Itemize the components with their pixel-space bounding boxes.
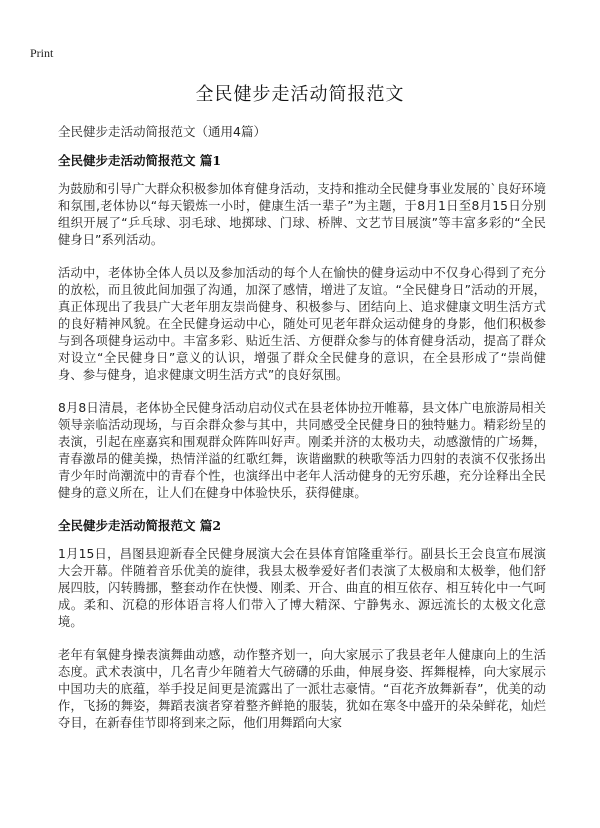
paragraph: 1月15日，昌图县迎新春全民健身展演大会在县体育馆隆重举行。副县长王会良宣布展演大会开幕。伴随着音乐优美的旋律，我县太极拳爱好者们表演了太极扇和太极拳，他们舒展四肢，闪转腾挪，整套动作在快慢、刚柔、开合、曲直的相互依存、相互转化中一气呵成。柔和、沉稳的形体语言将人们带入了博大精深、宁静隽永、源远流长的太极文化意境。	[58, 547, 546, 629]
article-body	[58, 124, 546, 748]
article-subtitle: 全民健步走活动简报范文（通用4篇）	[58, 124, 266, 139]
section-2	[58, 518, 546, 732]
section-1	[58, 153, 546, 502]
paragraph: 8月8日清晨，老体协全民健身活动启动仪式在县老体协拉开帷幕，县文体广电旅游局相关领导亲临活动现场，与百余群众参与其中，共同感受全民健身日的独特魅力。精彩纷呈的表演，引起在座嘉宾和围观群众阵阵叫好声。刚柔并济的太极功夫，动感激情的广场舞，青春激昂的健美操，热情洋溢的红歌红舞，诙谐幽默的秧歌等活力四射的表演不仅张扬出青少年时尚潮流中的青春个性，也演绎出中老年人活动健身的无穷乐趣，充分诠释出全民健身的意义所在，让人们在健身中体验快乐，获得健康。	[58, 401, 546, 500]
section-heading: 全民健步走活动简报范文 篇2	[58, 518, 222, 533]
paragraph: 活动中，老体协全体人员以及参加活动的每个人在愉快的健身运动中不仅身心得到了充分的放松，而且彼此间加强了沟通，加深了感情，增进了友谊。“全民健身日”活动的开展，真正体现出了我县广大老年朋友崇尚健身、积极参与、团结向上、追求健康文明生活方式的良好精神风貌。在全民健身运动中心，随处可见老年群众运动健身的身影，他们积极参与到各项健身运动中。丰富多彩、贴近生活、方便群众参与的体育健身活动，提高了群众对设立“全民健身日”意义的认识，增强了群众全民健身的意识，在全县形成了“崇尚健身、参与健身，追求健康文明生活方式”的良好氛围。	[58, 266, 546, 382]
paragraph: 为鼓励和引导广大群众积极参加体育健身活动，支持和推动全民健身事业发展的`良好环境和氛围,老体协以“每天锻炼一小时，健康生活一辈子”为主题，于8月1日至8月15日分别组织开展了“乒乓球、羽毛球、地掷球、门球、桥牌、文艺节目展演”等丰富多彩的“全民健身日”系列活动。	[58, 182, 546, 247]
print-link[interactable]: Print	[30, 46, 54, 60]
page-title: 全民健步走活动简报范文	[195, 84, 405, 105]
section-heading: 全民健步走活动简报范文 篇1	[58, 153, 222, 168]
paragraph: 老年有氧健身操表演舞曲动感，动作整齐划一，向大家展示了我县老年人健康向上的生活态度。武术表演中，几名青少年随着大气磅礴的乐曲，伸展身姿、挥舞棍棒，向大家展示中国功夫的底蕴，举手投足间更是流露出了一派壮志豪情。“百花齐放舞新春”，优美的动作，飞扬的舞姿，舞蹈表演者穿着整齐鲜艳的服装，犹如在寒冬中盛开的朵朵鲜花，灿烂夺目，在新春佳节即将到来之际，他们用舞蹈向大家	[58, 648, 546, 730]
